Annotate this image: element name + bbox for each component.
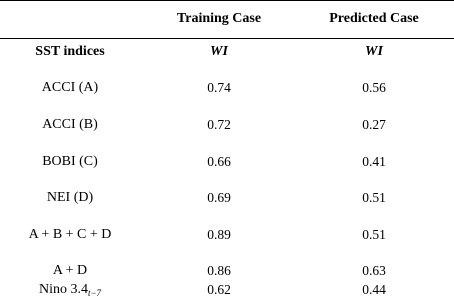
row-index-base: Nino 3.4	[38, 282, 88, 297]
predicted-case-header: Predicted Case	[329, 11, 419, 26]
row-training-value: 0.72	[207, 117, 231, 132]
row-predicted-value: 0.51	[362, 227, 386, 242]
row-training-value: 0.62	[207, 282, 231, 297]
row-index-name: NEI (D)	[46, 190, 94, 205]
row-training-value: 0.89	[207, 227, 231, 242]
row-index-name	[39, 282, 101, 298]
row-training-value: 0.74	[207, 80, 231, 95]
header-rule	[0, 38, 454, 39]
row-predicted-value: 0.41	[362, 154, 386, 169]
row-index-name: BOBI (C)	[42, 154, 98, 169]
row-index-name: A + B + C + D	[28, 227, 112, 242]
row-predicted-value: 0.63	[362, 263, 386, 278]
training-case-header: Training Case	[176, 11, 262, 26]
table-top-rule	[0, 0, 454, 1]
row-predicted-value: 0.27	[362, 117, 386, 132]
training-wi-label: WI	[210, 44, 228, 59]
row-index-name: ACCI (B)	[42, 117, 98, 132]
row-index-subscript: t−7	[87, 288, 102, 298]
row-predicted-value: 0.56	[362, 80, 386, 95]
row-training-value: 0.69	[207, 190, 231, 205]
row-training-value: 0.66	[207, 154, 231, 169]
row-training-value: 0.86	[207, 263, 231, 278]
predicted-wi-label: WI	[365, 44, 383, 59]
sst-indices-label: SST indices	[35, 44, 105, 59]
row-index-name: A + D	[52, 263, 88, 278]
row-index-name: ACCI (A)	[41, 80, 99, 95]
row-predicted-value: 0.44	[362, 282, 386, 297]
row-predicted-value: 0.51	[362, 190, 386, 205]
